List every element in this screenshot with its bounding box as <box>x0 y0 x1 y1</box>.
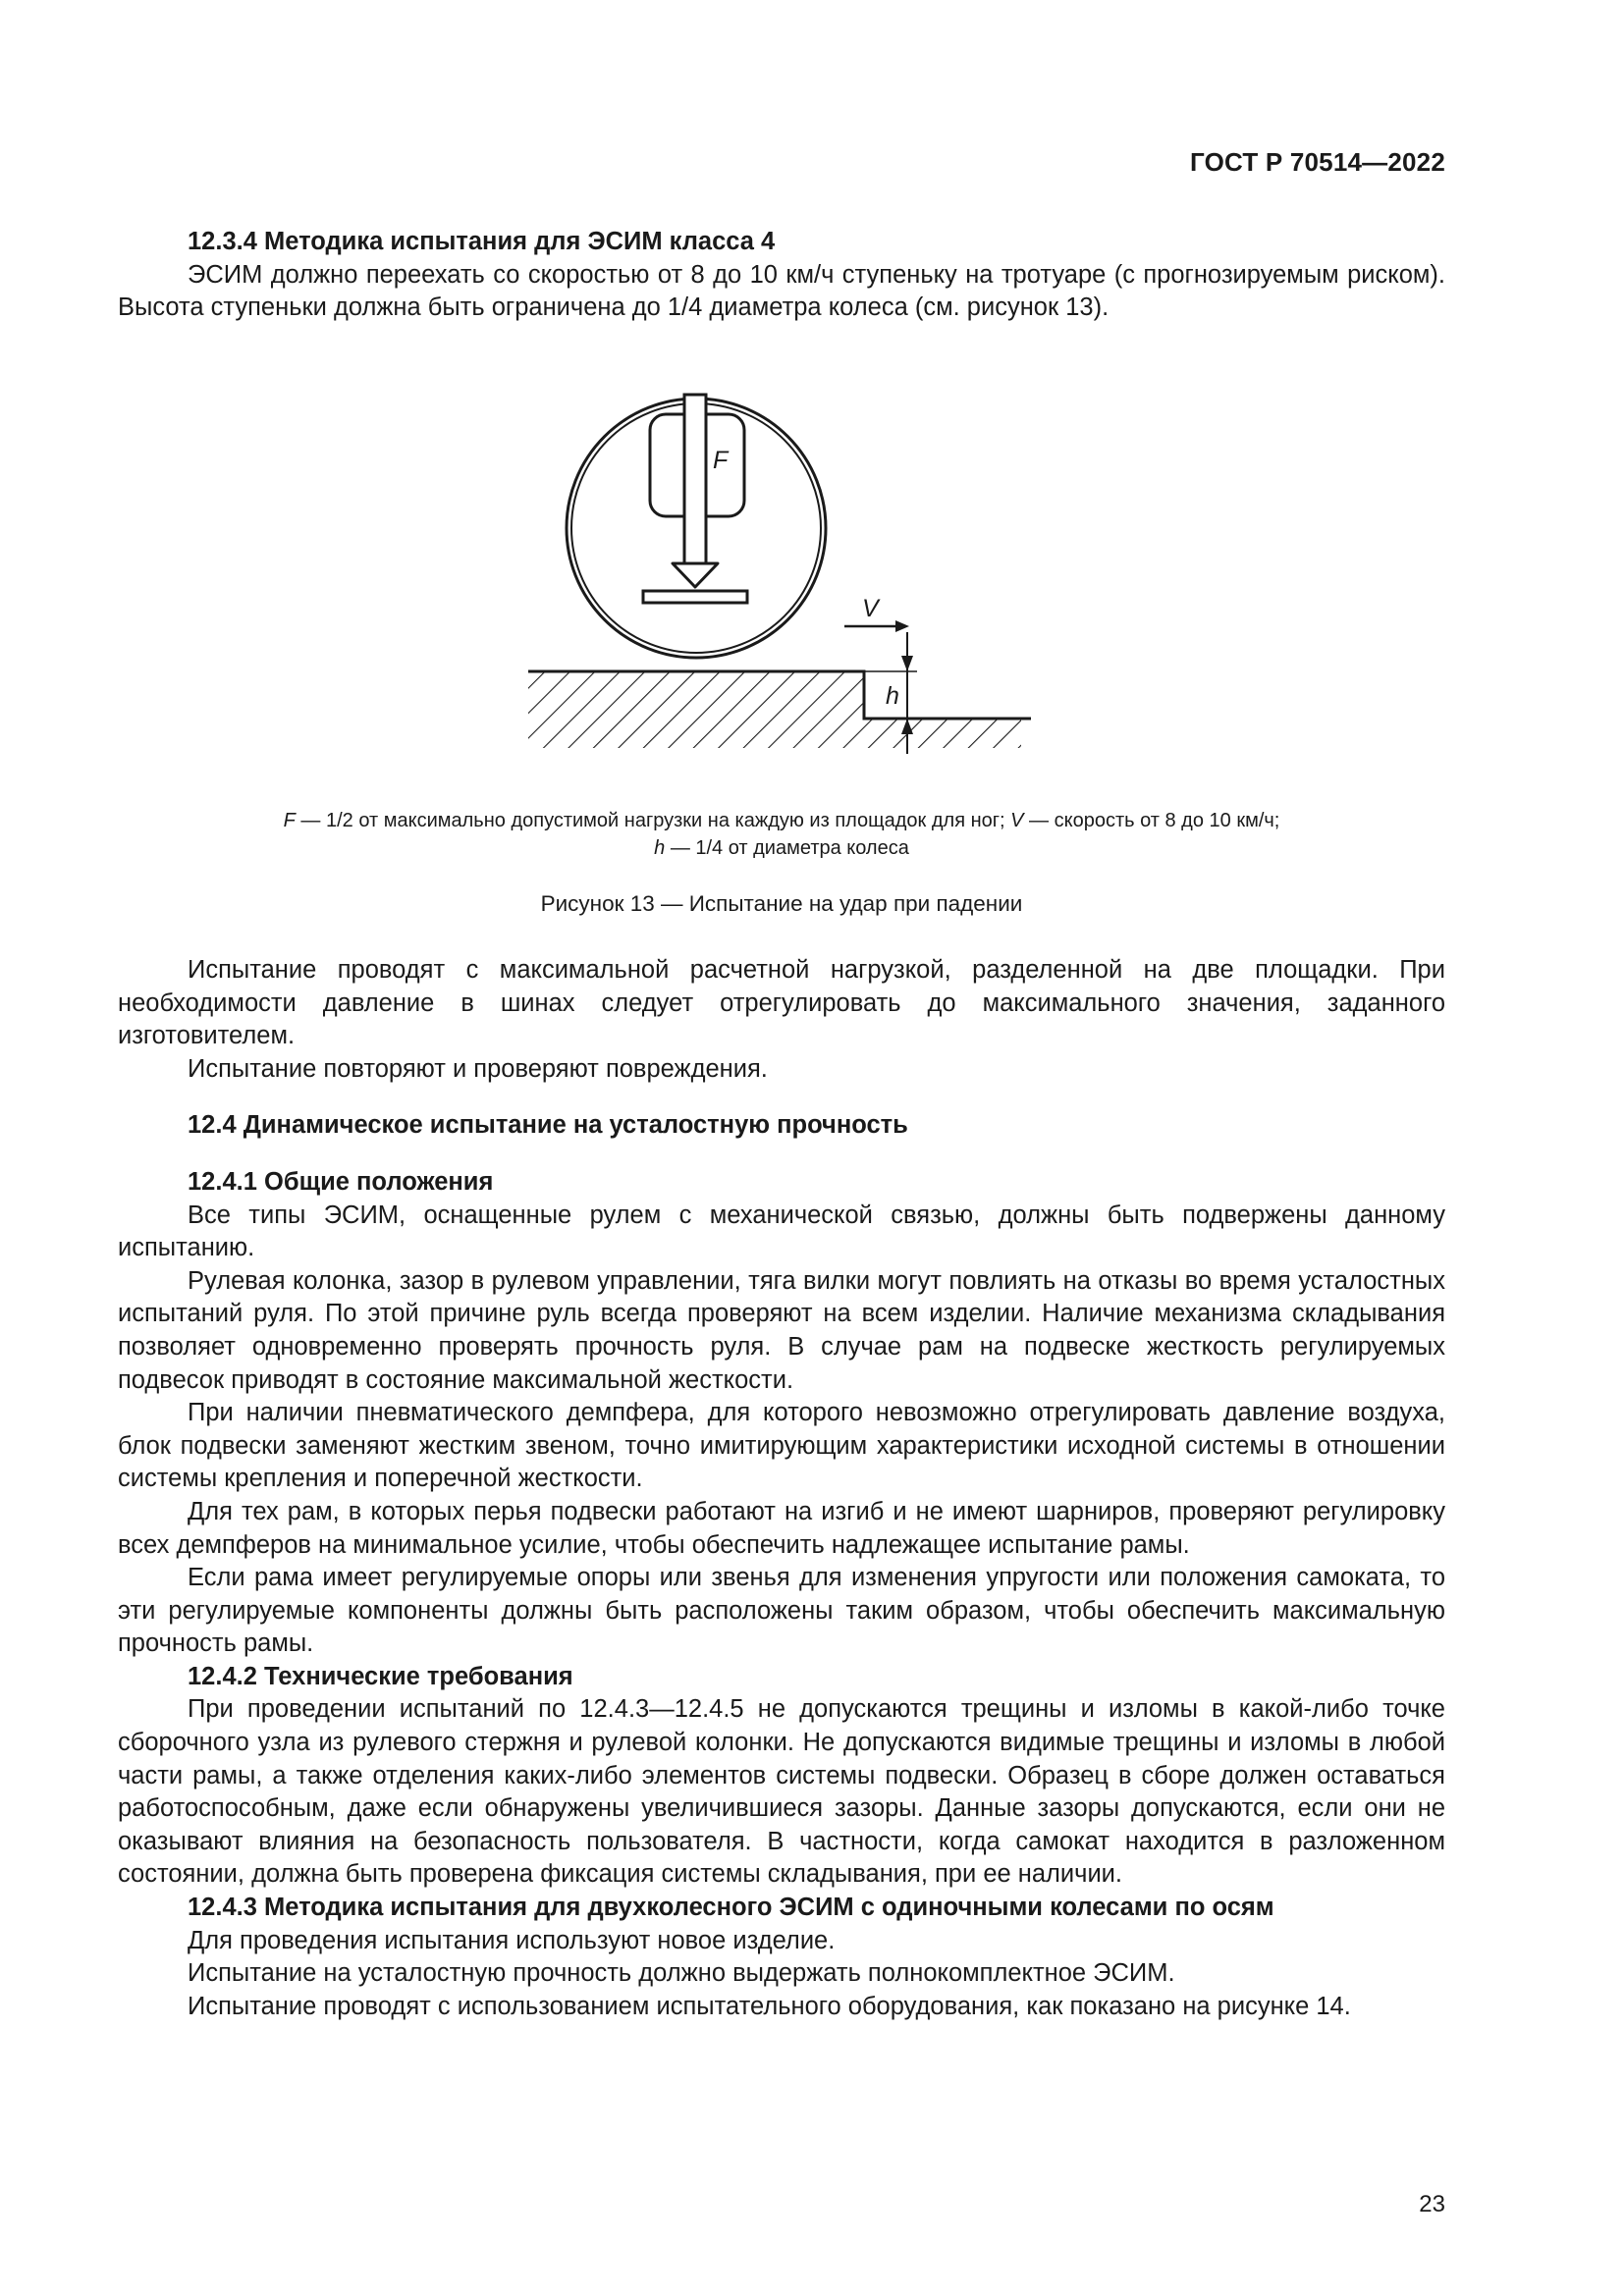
legend-f-text: — 1/2 от максимально допустимой нагрузки на каждую из площадок для ног; <box>295 810 1011 831</box>
document-header: ГОСТ Р 70514—2022 <box>1190 147 1445 177</box>
legend-v-text: — скорость от 8 до 10 км/ч; <box>1023 810 1280 831</box>
figure-13-diagram <box>511 355 1041 766</box>
paragraph: Испытание повторяют и проверяют повреждения. <box>188 1054 768 1083</box>
ground-hatch-left <box>528 671 864 748</box>
label-v: V <box>862 595 879 622</box>
legend-h-symbol: h <box>654 837 666 859</box>
section-heading: 12.4.2 Технические требования <box>188 1662 573 1690</box>
legend-h-text: — 1/4 от диаметра колеса <box>665 837 909 859</box>
label-h: h <box>886 682 899 710</box>
height-arrow-top <box>901 656 913 671</box>
section-12-3-4 <box>118 226 1445 325</box>
paragraph: При наличии пневматического демпфера, для которого невозможно отрегулировать давление воздуха, блок подвески заменяют жестким звеном, точно имитирующим характеристики исходной системы в отношении системы крепления и поперечной жесткости. <box>118 1399 1445 1493</box>
legend-v-symbol: V <box>1010 810 1024 831</box>
section-heading: 12.4.3 Методика испытания для двухколесного ЭСИМ с одиночными колесами по осям <box>188 1894 1274 1922</box>
main-text <box>118 954 1445 2023</box>
paragraph: Испытание проводят с максимальной расчетной нагрузкой, разделенной на две площадки. При необходимости давление в шинах следует отрегулировать до максимального значения, заданного изготовителем. <box>118 956 1445 1050</box>
paragraph: Рулевая колонка, зазор в рулевом управлении, тяга вилки могут повлиять на отказы во время усталостных испытаний руля. По этой причине руль всегда проверяют на всем изделии. Наличие механизма складывания позволяет одновременно проверять прочность руля. В случае рам на подвеске жесткость регулируемых подвесок приводят в состояние максимальной жесткости. <box>118 1266 1445 1394</box>
section-heading: 12.4 Динамическое испытание на усталостную прочность <box>188 1111 908 1140</box>
ground-hatch-right <box>864 719 1021 748</box>
paragraph: Если рама имеет регулируемые опоры или звенья для изменения упругости или положения самоката, то эти регулируемые компоненты должны быть расположены таким образом, чтобы обеспечить максимальную прочность рамы. <box>118 1564 1445 1658</box>
section-heading: 12.3.4 Методика испытания для ЭСИМ класса 4 <box>188 228 776 255</box>
paragraph: Для проведения испытания используют новое изделие. <box>188 1926 836 1954</box>
figure-13-legend <box>118 807 1445 862</box>
paragraph: ЭСИМ должно переехать со скоростью от 8 до 10 км/ч ступеньку на тротуаре (с прогнозируемым риском). Высота ступеньки должна быть ограничена до 1/4 диаметра колеса (см. рисунок 13). <box>118 260 1445 322</box>
page-number: 23 <box>1419 2191 1445 2217</box>
paragraph: При проведении испытаний по 12.4.3—12.4.5 не допускаются трещины и изломы в какой-либо точке сборочного узла из рулевого стержня и рулевой колонки. Не допускаются видимые трещины и изломы в любой части рамы, а также отделения каких-либо элементов системы подвески. Образец в сборе должен оставаться работоспособным, даже если обнаружены увеличившиеся зазоры. Данные зазоры допускаются, если они не оказывают влияния на безопасность пользователя. В частности, когда самокат находится в разложенном состоянии, должна быть проверена фиксация системы складывания, при ее наличии. <box>118 1695 1445 1889</box>
paragraph: Испытание на усталостную прочность должно выдержать полнокомплектное ЭСИМ. <box>188 1959 1175 1988</box>
legend-line-1 <box>118 807 1445 834</box>
figure-13-caption: Рисунок 13 — Испытание на удар при падении <box>540 891 1023 916</box>
velocity-arrow-head <box>895 620 909 632</box>
force-arrow-shaft <box>684 395 706 563</box>
paragraph: Испытание проводят с использованием испытательного оборудования, как показано на рисунке 14. <box>188 1992 1351 2020</box>
foot-platform <box>643 591 747 603</box>
legend-line-2 <box>118 834 1445 862</box>
paragraph: Для тех рам, в которых перья подвески работают на изгиб и не имеют шарниров, проверяют регулировку всех демпферов на минимальное усилие, чтобы обеспечить надлежащее испытание рамы. <box>118 1497 1445 1559</box>
legend-f-symbol: F <box>283 810 296 831</box>
label-f: F <box>713 447 729 474</box>
section-heading: 12.4.1 Общие положения <box>188 1167 494 1196</box>
paragraph: Все типы ЭСИМ, оснащенные рулем с механической связью, должны быть подвержены данному испытанию. <box>118 1201 1445 1262</box>
